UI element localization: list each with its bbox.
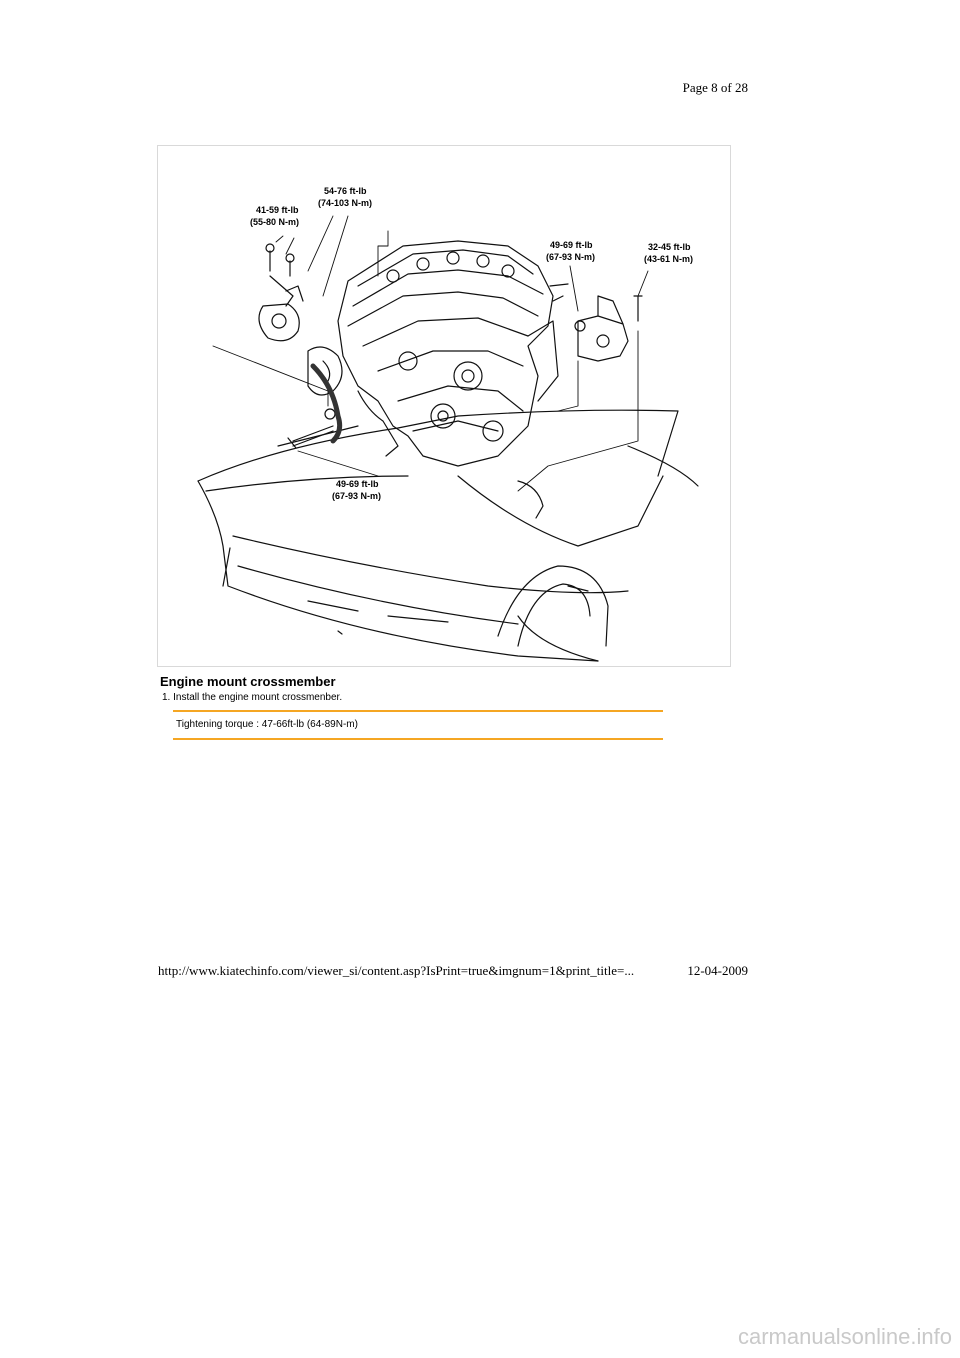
torque-label-3a: 49-69 ft-lb (550, 240, 593, 250)
left-mount-drawing (259, 244, 303, 341)
engine-drawing (308, 241, 568, 466)
torque-label-4b: (43-61 N-m) (644, 254, 694, 264)
watermark: carmanualsonline.info (737, 1324, 952, 1349)
torque-label-4a: 32-45 ft-lb (648, 242, 691, 252)
right-mount-drawing (575, 296, 642, 361)
step-instruction: 1. Install the engine mount crossmenber. (162, 692, 343, 703)
page-number: Page 8 of 28 (682, 80, 748, 95)
torque-label-5a: 49-69 ft-lb (336, 479, 379, 489)
car-body-drawing (198, 410, 698, 661)
torque-label-2a: 41-59 ft-lb (256, 205, 299, 215)
torque-label-3b: (67-93 N-m) (546, 252, 596, 262)
torque-label-5b: (67-93 N-m) (332, 491, 382, 501)
torque-label-1a: 54-76 ft-lb (324, 186, 367, 196)
footer-url: http://www.kiatechinfo.com/viewer_si/content.asp?IsPrint=true&imgnum=1&print_title=... (158, 963, 635, 978)
section-title: Engine mount crossmember (160, 674, 336, 689)
torque-spec-box (173, 710, 663, 740)
torque-label-2b: (55-80 N-m) (250, 217, 300, 227)
torque-label-1b: (74-103 N-m) (318, 198, 373, 208)
torque-spec-text: Tightening torque : 47-66ft-lb (64-89N-m) (176, 719, 358, 730)
engine-mount-diagram (157, 145, 731, 667)
footer-date: 12-04-2009 (687, 963, 748, 978)
